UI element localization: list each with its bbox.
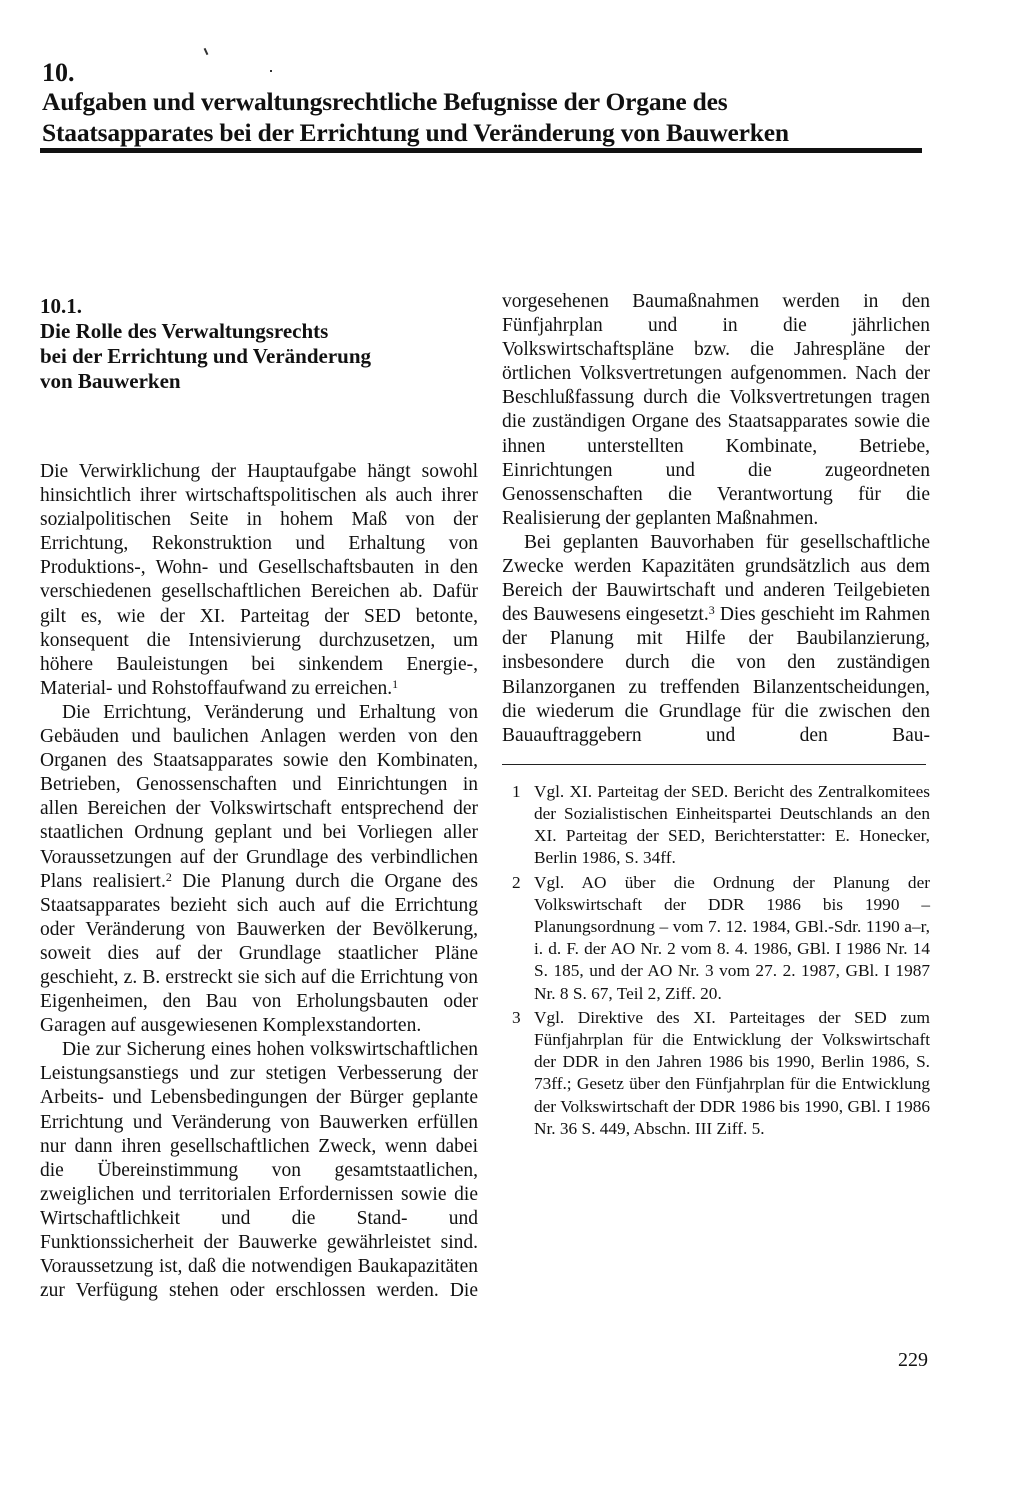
paragraph-text: Die Verwirklichung der Hauptaufgabe hängt sowohl hinsichtlich ihrer wirtschaftspolitischen als auch ihrer sozialpolitischen Seite in hohem Maß von der Errichtung, Rekonstruktion und Erhaltung von Produktions-, Wohn- und Gesellschaftsbauten in den verschiedenen gesellschaftlichen Bereichen ab. Dafür gilt es, wie der XI. Parteitag der SED betonte, konsequent die Intensivierung durchzusetzen, um höhere Bauleistungen bei sinkendem Energie-, Material- und Rohstoffaufwand zu erreichen. <box>40 461 478 699</box>
paragraph-text: Bei geplanten Bauvorhaben für gesellschaftliche Zwecke werden Kapazitäten grundsätzlich aus dem Bereich der Bauwirtschaft und anderen Teilgebieten des Bauwesens eingesetzt. <box>502 531 930 626</box>
footnote <box>502 781 930 870</box>
footnote-reference: 1 <box>392 676 399 691</box>
paragraph-text: Dies geschieht im Rahmen der Planung mit Hilfe der Baubilanzierung, insbesondere durch die von den zuständigen Bilanzorganen zu treffenden Bilanzentscheidungen, die wiederum die Grundlage für die zwischen den Bauauftraggebern und den Bau- <box>502 604 931 746</box>
page-number: 229 <box>898 1349 928 1371</box>
footnote <box>502 1007 930 1140</box>
left-column <box>40 290 478 1303</box>
paragraph <box>40 701 478 1038</box>
paragraph <box>40 460 478 701</box>
paragraph-continuation: vorgesehenen Baumaßnahmen werden in den Fünfjahrplan und in die jährlichen Volkswirtschaftspläne bzw. die Jahrespläne der örtlichen Volksvertretungen aufgenommen. Nach der Beschlußfassung durch die Volksvertretungen tragen die zuständigen Organe des Staatsapparates sowie die ihnen unterstellten Kombinate, Betriebe, Einrichtungen und die zugeordneten Genossenschaften die Verantwortung für die Realisierung der geplanten Maßnahmen. <box>502 291 930 529</box>
paragraph-continued <box>40 1038 478 1303</box>
right-column <box>502 290 930 1142</box>
print-speck <box>270 70 272 72</box>
print-speck <box>204 48 209 55</box>
chapter-title <box>42 86 942 148</box>
section-title-line: bei der Errichtung und Veränderung <box>40 344 372 368</box>
section-title-line: von Bauwerken <box>40 369 181 393</box>
footnote-reference: 2 <box>165 869 172 884</box>
section-title-line: Die Rolle des Verwaltungsrechts <box>40 319 329 343</box>
footnote-separator <box>502 764 926 765</box>
chapter-title-line: Staatsapparates bei der Errichtung und Veränderung von Bauwerken <box>42 118 789 147</box>
footnote-text: Vgl. XI. Parteitag der SED. Bericht des Zentralkomitees der Sozialistischen Einheitspartei Deutschlands an den XI. Parteitag der SED, Berichterstatter: E. Honecker, Berlin 1986, S. 34ff. <box>534 781 930 868</box>
footnote-reference: 3 <box>708 603 715 618</box>
footnote-number: 1 <box>512 781 521 801</box>
footnote-number: 2 <box>512 872 521 892</box>
chapter-title-rule <box>40 148 922 153</box>
paragraph-text: Die Planung durch die Organe des Staatsapparates bezieht sich auch auf die Errichtung oder Veränderung von Bauwerken der Bevölkerung, soweit dies auf der Grundlage staatlicher Pläne geschieht, z. B. erstreckt sie sich auf die Errichtung von Eigenheimen, den Bau von Erholungsbauten oder Garagen auf ausgewiesenen Komplexstandorten. <box>40 870 479 1037</box>
footnote-number: 3 <box>512 1007 521 1027</box>
footnote-text: Vgl. Direktive des XI. Parteitages der SED zum Fünfjahrplan für die Entwicklung der Volkswirtschaft der DDR in den Jahren 1986 bis 1990, Berlin 1986, S. 73ff.; Gesetz über den Fünfjahrplan für die Entwicklung der Volkswirtschaft der DDR 1986 bis 1990, GBl. I 1986 Nr. 36 S. 449, Abschn. III Ziff. 5. <box>534 1007 930 1138</box>
chapter-number: 10. <box>42 58 75 87</box>
section-title <box>40 319 478 394</box>
footnote-text: Vgl. AO über die Ordnung der Planung der Volkswirtschaft der DDR 1986 bis 1990 – Planungsordnung – vom 7. 12. 1984, GBl.-Sdr. 1190 a–r, i. d. F. der AO Nr. 2 vom 8. 4. 1986, GBl. I 1986 Nr. 14 S. 185, und der AO Nr. 3 vom 27. 2. 1987, GBl. I 1987 Nr. 8 S. 67, Teil 2, Ziff. 20. <box>534 872 930 1003</box>
paragraph <box>502 531 930 748</box>
section-number: 10.1. <box>40 294 82 318</box>
paragraph-text: Die zur Sicherung eines hohen volkswirtschaftlichen Leistungsanstiegs und zur stetigen Verbesserung der Arbeits- und Lebensbedingungen der Bürger geplante Errichtung und Veränderung von Bauwerken erfüllen nur dann ihren gesellschaftlichen Zweck, wenn dabei die Übereinstimmung von gesamtstaatlichen, zweiglichen und territorialen Erfordernissen sowie die Wirtschaftlichkeit und die Stand- und Funktionssicherheit der Bauwerke gewährleistet sind. Voraussetzung ist, daß die notwendigen Baukapazitäten zur Verfügung stehen oder erschlossen werden. Die <box>40 1039 478 1302</box>
paragraph-text: Die Errichtung, Veränderung und Erhaltung von Gebäuden und baulichen Anlagen werden von den Organen des Staatsapparates sowie den Kombinaten, Betrieben, Genossenschaften und Einrichtungen in allen Bereichen der Volkswirtschaft entsprechend der staatlichen Ordnung geplant und bei Vorliegen aller Voraussetzungen auf der Grundlage des verbindlichen Plans realisiert. <box>40 701 478 892</box>
footnote <box>502 872 930 1005</box>
chapter-title-line: Aufgaben und verwaltungsrechtliche Befugnisse der Organe des <box>42 87 728 116</box>
